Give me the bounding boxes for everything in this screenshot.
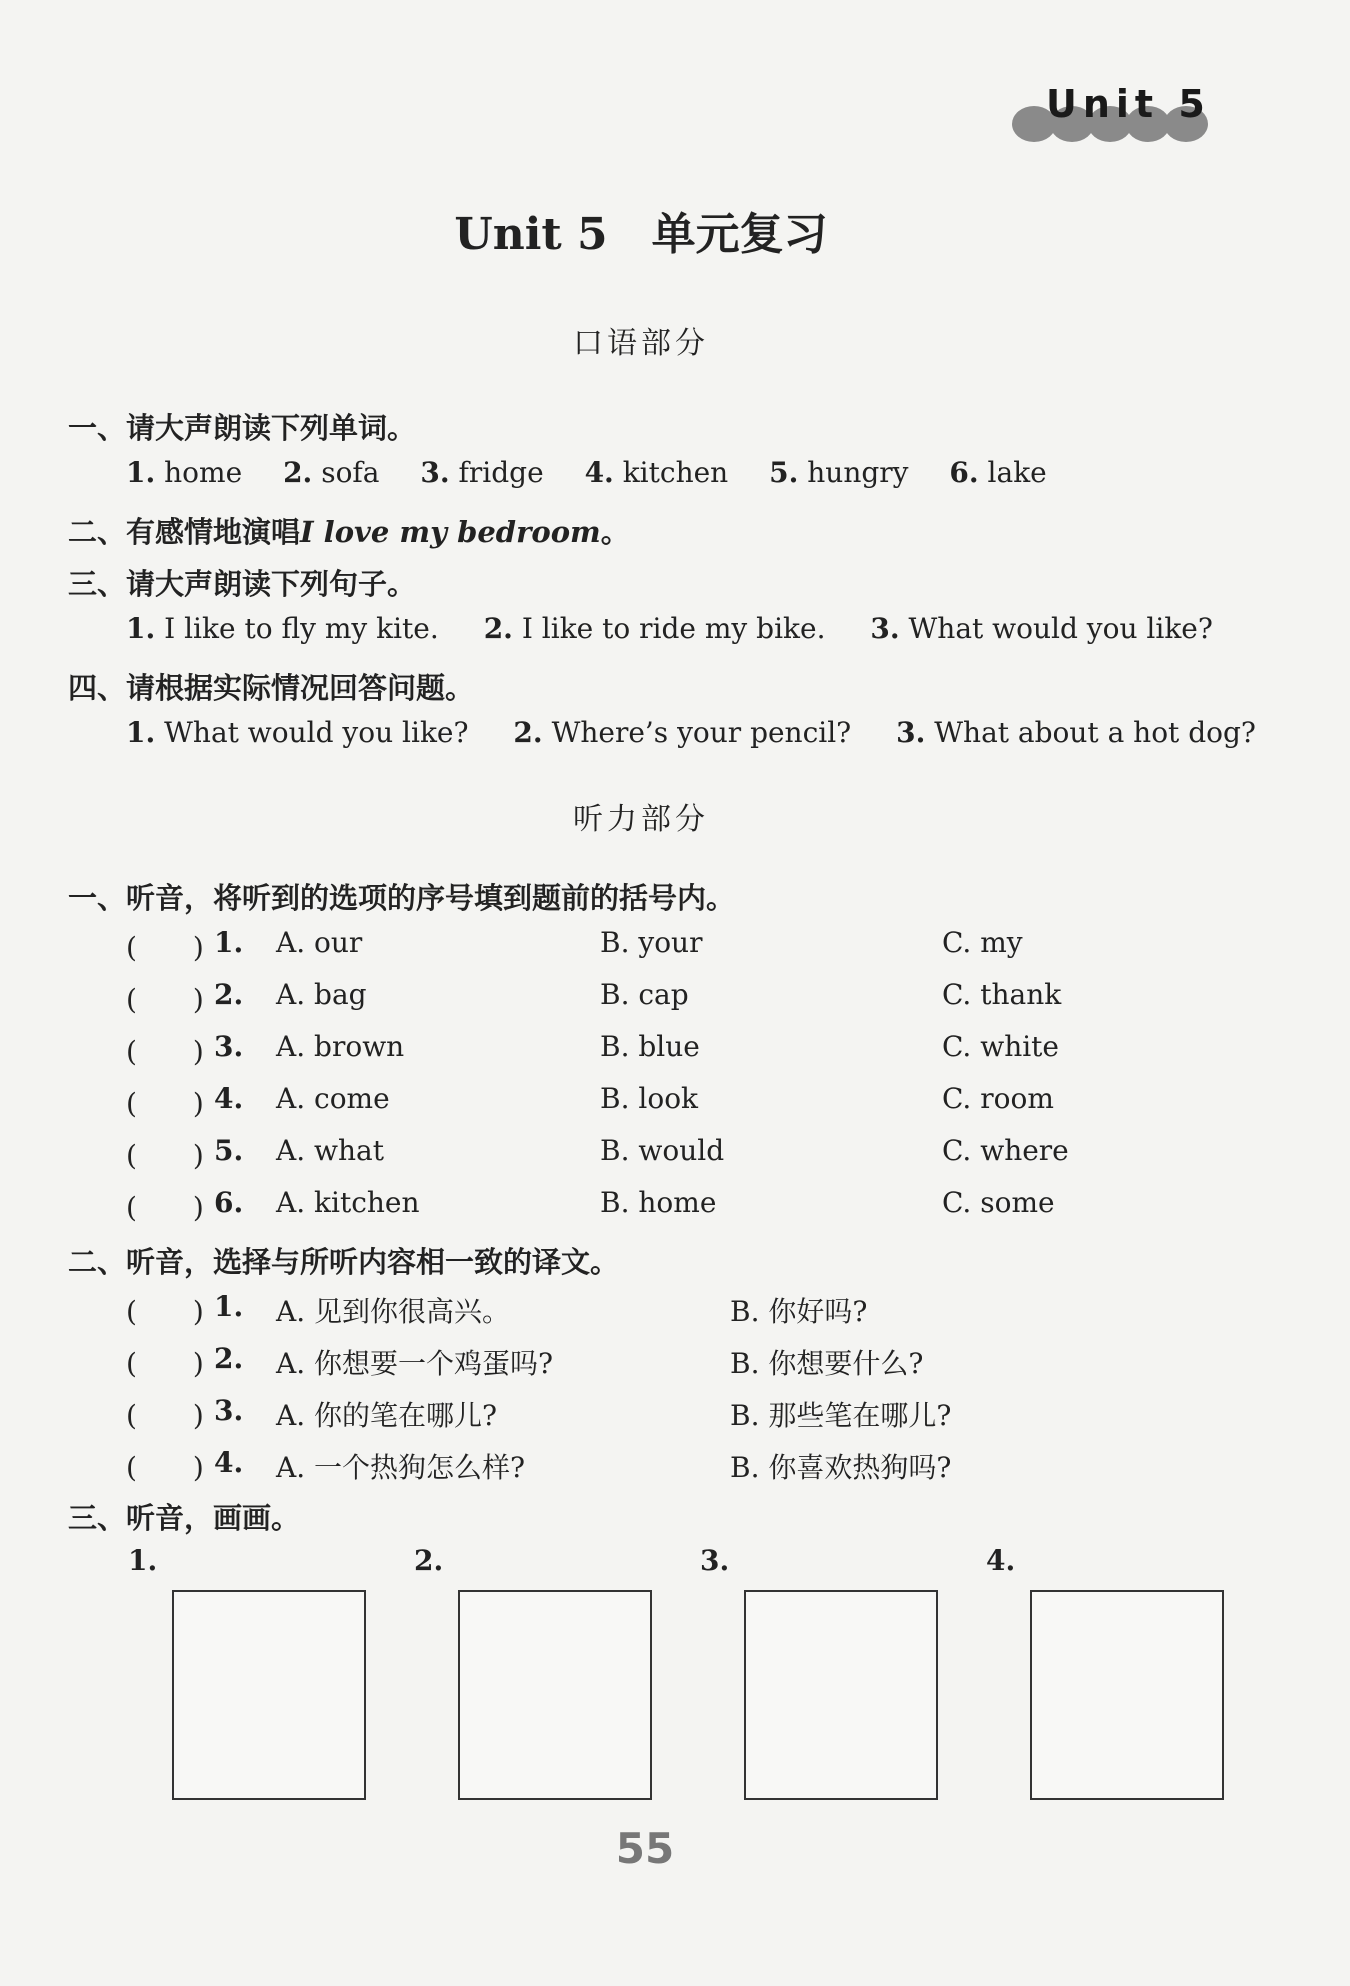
question-item: 3. What about a hot dog? (896, 716, 1256, 749)
listening-q3-heading: 三、听音，画画。 (68, 1501, 301, 1535)
answer-blank[interactable]: ( ) (126, 1191, 204, 1224)
page-number: 55 (615, 1824, 675, 1873)
question-item: 1. What would you like? (126, 716, 469, 749)
choice-row: ( ) 6. A. kitchen B. home C. some (126, 1186, 1055, 1224)
unit-badge (1012, 82, 1212, 142)
word-item: 6. lake (949, 456, 1047, 489)
word-item: 3. fridge (420, 456, 544, 489)
translation-row: ( ) 3. A. 你的笔在哪儿? B. 那些笔在哪儿? (126, 1394, 952, 1432)
oral-q4-heading: 四、请根据实际情况回答问题。 (68, 671, 475, 705)
answer-blank[interactable]: ( ) (126, 1087, 204, 1120)
answer-blank[interactable]: ( ) (126, 1347, 204, 1380)
oral-q2-heading: 二、有感情地演唱I love my bedroom。 (68, 515, 630, 549)
song-title: I love my bedroom (300, 515, 601, 549)
word-item: 4. kitchen (584, 456, 729, 489)
badge-text: Unit 5 (1046, 82, 1211, 126)
sentence-item: 3. What would you like? (870, 612, 1213, 645)
choice-row: ( ) 3. A. brown B. blue C. white (126, 1030, 1060, 1068)
answer-blank[interactable]: ( ) (126, 983, 204, 1016)
draw-label: 4. (986, 1544, 1016, 1577)
answer-blank[interactable]: ( ) (126, 1399, 204, 1432)
choice-row: ( ) 1. A. our B. your C. my (126, 926, 1023, 964)
translation-row: ( ) 1. A. 见到你很高兴。 B. 你好吗? (126, 1290, 868, 1328)
translation-row: ( ) 2. A. 你想要一个鸡蛋吗? B. 你想要什么? (126, 1342, 924, 1380)
oral-q1-heading: 一、请大声朗读下列单词。 (68, 411, 417, 445)
listening-section-title: 听力部分 (573, 802, 709, 837)
listening-q1-heading: 一、听音，将听到的选项的序号填到题前的括号内。 (68, 881, 736, 915)
oral-q3-sentences (126, 612, 1245, 645)
answer-blank[interactable]: ( ) (126, 1451, 204, 1484)
drawing-box[interactable] (744, 1590, 938, 1800)
sentence-item: 2. I like to ride my bike. (483, 612, 826, 645)
drawing-box[interactable] (172, 1590, 366, 1800)
drawing-box[interactable] (458, 1590, 652, 1800)
answer-blank[interactable]: ( ) (126, 1295, 204, 1328)
drawing-box[interactable] (1030, 1590, 1224, 1800)
answer-blank[interactable]: ( ) (126, 1035, 204, 1068)
oral-q3-heading: 三、请大声朗读下列句子。 (68, 567, 417, 601)
draw-label: 3. (700, 1544, 730, 1577)
choice-row: ( ) 2. A. bag B. cap C. thank (126, 978, 1062, 1016)
word-item: 1. home (126, 456, 243, 489)
oral-section-title: 口语部分 (573, 326, 709, 361)
choice-row: ( ) 4. A. come B. look C. room (126, 1082, 1054, 1120)
answer-blank[interactable]: ( ) (126, 1139, 204, 1172)
translation-row: ( ) 4. A. 一个热狗怎么样? B. 你喜欢热狗吗? (126, 1446, 952, 1484)
draw-label: 2. (414, 1544, 444, 1577)
draw-label: 1. (128, 1544, 158, 1577)
page-title: Unit 5 单元复习 (454, 209, 828, 260)
sentence-item: 1. I like to fly my kite. (126, 612, 439, 645)
word-item: 5. hungry (769, 456, 909, 489)
oral-q4-questions (126, 716, 1288, 749)
oral-q1-words (126, 456, 1079, 489)
question-item: 2. Where’s your pencil? (513, 716, 852, 749)
answer-blank[interactable]: ( ) (126, 931, 204, 964)
listening-q2-heading: 二、听音，选择与所听内容相一致的译文。 (68, 1245, 620, 1279)
choice-row: ( ) 5. A. what B. would C. where (126, 1134, 1069, 1172)
word-item: 2. sofa (283, 456, 380, 489)
